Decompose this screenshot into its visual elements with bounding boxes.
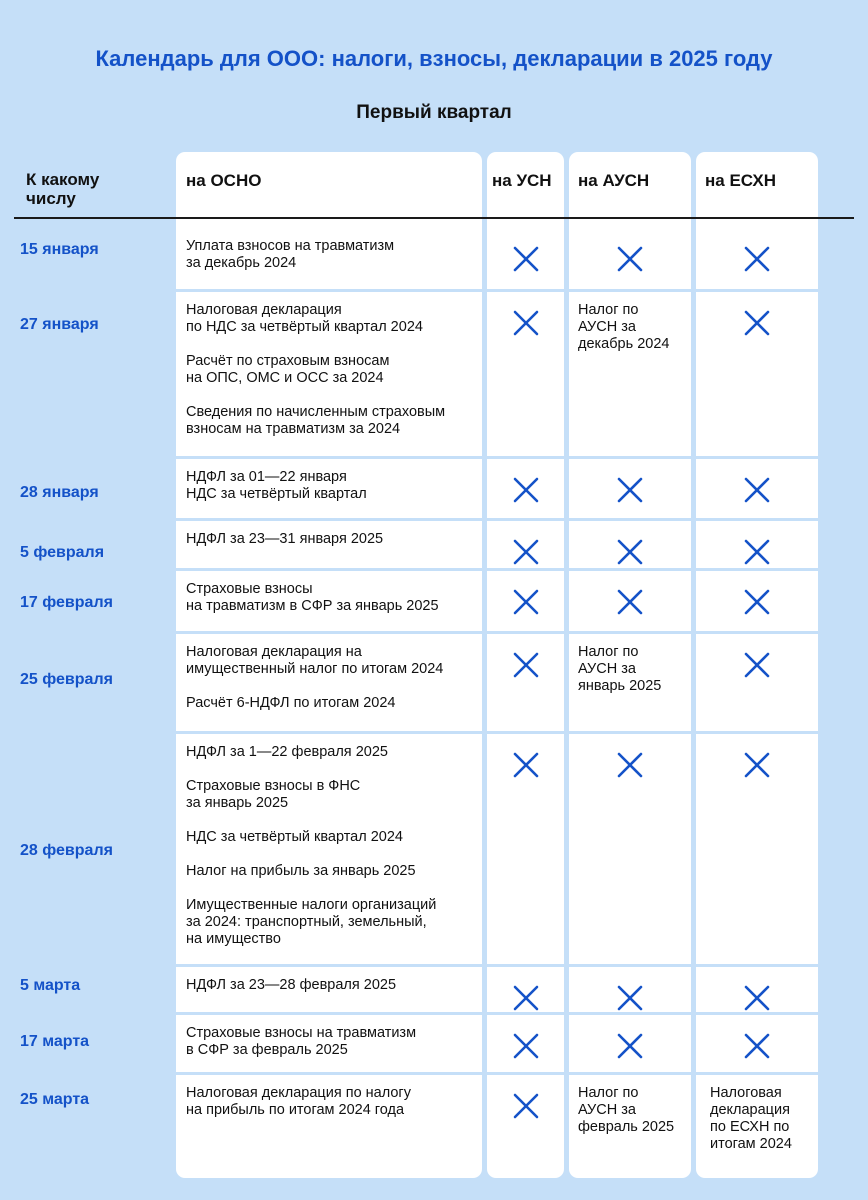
cross-icon	[512, 588, 540, 616]
row-separator	[487, 731, 564, 734]
row-date: 17 марта	[20, 1033, 90, 1050]
cross-icon	[743, 984, 771, 1012]
row-separator	[696, 568, 818, 571]
page-title: Календарь для ООО: налоги, взносы, декларации в 2025 году	[95, 46, 773, 71]
cell-line: Страховые взносы в ФНС	[186, 778, 361, 794]
row-separator	[569, 289, 691, 292]
row-separator	[176, 568, 482, 571]
cell-line: в СФР за февраль 2025	[186, 1042, 348, 1058]
row-separator	[569, 1012, 691, 1015]
row-date: 17 февраля	[20, 594, 113, 611]
cell-line: по ЕСХН по	[710, 1119, 790, 1135]
row-separator	[487, 1072, 564, 1075]
row-separator	[696, 731, 818, 734]
cell-ausn	[578, 1085, 674, 1136]
cell-line: на прибыль по итогам 2024 года	[186, 1102, 405, 1118]
row-separator	[176, 964, 482, 967]
cross-icon	[616, 538, 644, 566]
cross-icon	[743, 751, 771, 779]
header-date	[26, 170, 99, 208]
cross-icon	[616, 751, 644, 779]
row-separator	[487, 456, 564, 459]
cell-line: Страховые взносы на травматизм	[186, 1025, 417, 1041]
row-date: 27 января	[20, 316, 99, 333]
cell-line: Имущественные налоги организаций	[186, 897, 437, 913]
header-divider	[14, 217, 854, 219]
row-separator	[696, 518, 818, 521]
cell-line: Уплата взносов на травматизм	[186, 238, 395, 254]
cell-osno	[186, 581, 439, 615]
cell-line: НДС за четвёртый квартал	[186, 486, 367, 502]
cell-osno	[186, 977, 396, 994]
cell-line: НДС за четвёртый квартал 2024	[186, 829, 403, 845]
cell-line: декабрь 2024	[578, 336, 670, 352]
cell-line: НДФЛ за 1—22 февраля 2025	[186, 744, 388, 760]
cell-line: НДФЛ за 01—22 января	[186, 469, 347, 485]
cell-line: НДФЛ за 23—31 января 2025	[186, 531, 384, 547]
cell-line: Расчёт по страховым взносам	[186, 353, 390, 369]
cross-icon	[512, 984, 540, 1012]
cell-line: за декабрь 2024	[186, 255, 297, 271]
cell-line: февраль 2025	[578, 1119, 675, 1135]
cross-icon	[512, 538, 540, 566]
cell-osno	[186, 531, 383, 548]
cell-line: за 2024: транспортный, земельный,	[186, 914, 427, 930]
row-separator	[487, 568, 564, 571]
cell-line: на травматизм в СФР за январь 2025	[186, 598, 439, 614]
row-separator	[569, 731, 691, 734]
row-separator	[487, 518, 564, 521]
cell-line: декларация	[710, 1102, 790, 1118]
row-separator	[696, 456, 818, 459]
cell-line: Налог по	[578, 644, 639, 660]
row-date: 5 февраля	[20, 544, 105, 561]
cell-line: итогам 2024	[710, 1136, 792, 1152]
cross-icon	[512, 245, 540, 273]
row-separator	[176, 456, 482, 459]
cell-line: взносам на травматизм за 2024	[186, 421, 401, 437]
cell-line: на ОПС, ОМС и ОСС за 2024	[186, 370, 384, 386]
cell-line: Страховые взносы	[186, 581, 313, 597]
cell-line: Налоговая	[710, 1085, 782, 1101]
paragraph-gap	[186, 387, 445, 404]
row-separator	[569, 1072, 691, 1075]
header-date-line1: К какому	[26, 170, 100, 189]
row-separator	[487, 631, 564, 634]
row-separator	[696, 289, 818, 292]
cell-line: за январь 2025	[186, 795, 289, 811]
cross-icon	[512, 1092, 540, 1120]
paragraph-gap	[186, 880, 436, 897]
row-separator	[176, 518, 482, 521]
section-title: Первый квартал	[356, 102, 512, 123]
cross-icon	[616, 984, 644, 1012]
cell-osno	[186, 302, 445, 438]
paragraph-gap	[186, 846, 436, 863]
row-separator	[696, 964, 818, 967]
row-date: 25 марта	[20, 1091, 90, 1108]
cross-icon	[512, 651, 540, 679]
row-separator	[176, 631, 482, 634]
cell-line: АУСН за	[578, 319, 636, 335]
cell-line: Налоговая декларация	[186, 302, 342, 318]
row-separator	[569, 964, 691, 967]
cross-icon	[743, 651, 771, 679]
row-date: 5 марта	[20, 977, 81, 994]
cell-line: по НДС за четвёртый квартал 2024	[186, 319, 423, 335]
row-separator	[569, 518, 691, 521]
cross-icon	[743, 309, 771, 337]
cell-line: Налог по	[578, 1085, 639, 1101]
row-date: 15 января	[20, 241, 99, 258]
header-usn: на УСН	[492, 171, 552, 190]
header-eshn: на ЕСХН	[705, 171, 777, 190]
cross-icon	[616, 1032, 644, 1060]
cell-line: Налог по	[578, 302, 639, 318]
row-separator	[487, 289, 564, 292]
row-separator	[176, 1072, 482, 1075]
cell-osno	[186, 644, 443, 712]
cross-icon	[743, 588, 771, 616]
row-separator	[176, 289, 482, 292]
row-date: 28 января	[20, 484, 99, 501]
row-separator	[569, 568, 691, 571]
cell-line: на имущество	[186, 931, 281, 947]
cross-icon	[616, 588, 644, 616]
cell-ausn	[578, 644, 661, 695]
cross-icon	[743, 245, 771, 273]
cell-line: Налоговая декларация на	[186, 644, 362, 660]
cross-icon	[743, 476, 771, 504]
cell-line: АУСН за	[578, 1102, 636, 1118]
cross-icon	[616, 476, 644, 504]
paragraph-gap	[186, 812, 436, 829]
cross-icon	[743, 538, 771, 566]
header-date-line2: числу	[26, 189, 76, 208]
cross-icon	[512, 476, 540, 504]
row-separator	[696, 1012, 818, 1015]
cross-icon	[616, 245, 644, 273]
cell-line: январь 2025	[578, 678, 662, 694]
cell-osno	[186, 238, 394, 272]
cross-icon	[512, 751, 540, 779]
cell-osno	[186, 1085, 411, 1119]
cell-line: Налог на прибыль за январь 2025	[186, 863, 416, 879]
row-separator	[176, 731, 482, 734]
header-ausn: на АУСН	[578, 171, 650, 190]
cell-osno	[186, 469, 367, 503]
row-separator	[696, 631, 818, 634]
row-date: 28 февраля	[20, 842, 113, 859]
cell-osno	[186, 1025, 416, 1059]
paragraph-gap	[186, 761, 436, 778]
cell-eshn	[710, 1085, 792, 1153]
cross-icon	[743, 1032, 771, 1060]
cross-icon	[512, 309, 540, 337]
row-separator	[696, 1072, 818, 1075]
header-osno: на ОСНО	[186, 171, 262, 190]
row-date: 25 февраля	[20, 671, 113, 688]
cell-line: НДФЛ за 23—28 февраля 2025	[186, 977, 397, 993]
cross-icon	[512, 1032, 540, 1060]
row-separator	[569, 631, 691, 634]
paragraph-gap	[186, 336, 445, 353]
cell-line: Налоговая декларация по налогу	[186, 1085, 411, 1101]
cell-line: АУСН за	[578, 661, 636, 677]
row-separator	[176, 1012, 482, 1015]
cell-ausn	[578, 302, 669, 353]
cell-osno	[186, 744, 436, 948]
row-separator	[487, 964, 564, 967]
paragraph-gap	[186, 678, 443, 695]
cell-line: Сведения по начисленным страховым	[186, 404, 446, 420]
row-separator	[487, 1012, 564, 1015]
cell-line: имущественный налог по итогам 2024	[186, 661, 444, 677]
cell-line: Расчёт 6-НДФЛ по итогам 2024	[186, 695, 396, 711]
row-separator	[569, 456, 691, 459]
